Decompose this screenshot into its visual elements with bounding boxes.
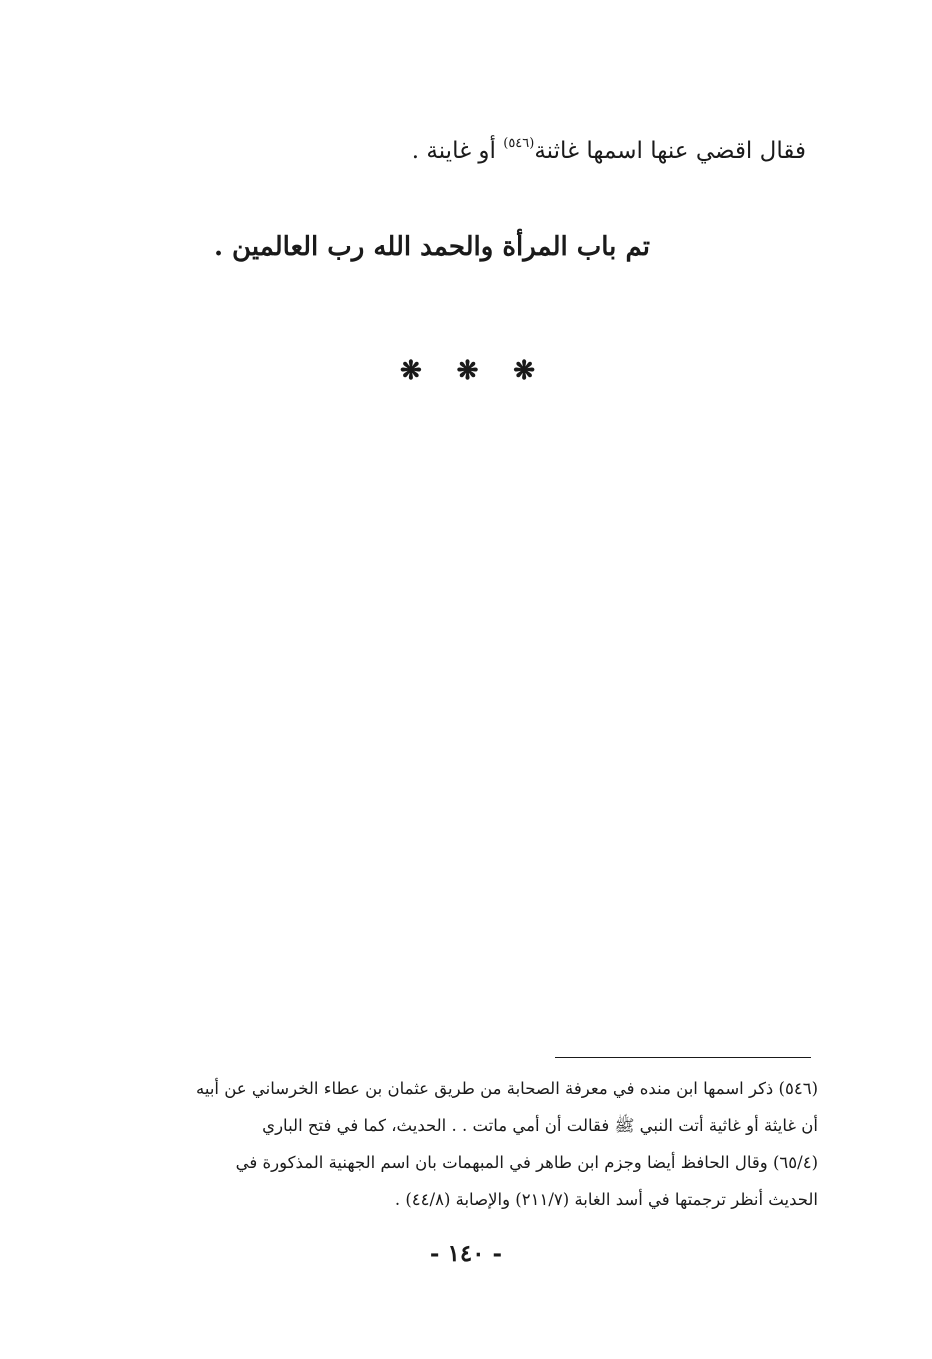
footnote: [132, 1070, 818, 1218]
footnote-reference: (٥٤٦): [503, 136, 535, 152]
footnote-line: الحديث أنظر ترجمتها في أسد الغابة (٢١١/٧) والإصابة (٤٤/٨) .: [394, 1190, 818, 1209]
footnote-line: (٦٥/٤) وقال الحافظ أيضا وجزم ابن طاهر في المبهمات بان اسم الجهنية المذكورة في: [235, 1153, 818, 1172]
separator-star-icon: ❋: [456, 356, 479, 386]
section-closing-line: تم باب المرأة والحمد الله رب العالمين .: [213, 232, 650, 262]
footnote-line: أن غايثة أو غاثية أتت النبي ﷺ فقالت أن أمي ماتت . . الحديث، كما في فتح الباري: [262, 1116, 818, 1135]
body-text-line: [412, 138, 806, 164]
separator-star-icon: ❋: [400, 356, 422, 386]
page-number: - ١٤٠ -: [429, 1240, 503, 1267]
body-text-continued: أو غاينة .: [411, 138, 504, 164]
footnote-divider: [555, 1057, 811, 1058]
footnote-line: (٥٤٦) ذكر اسمها ابن منده في معرفة الصحابة من طريق عثمان بن عطاء الخرساني عن أبيه: [196, 1079, 818, 1098]
body-text: فقال اقضي عنها اسمها غاثنة: [534, 138, 806, 164]
separator-star-icon: ❋: [513, 356, 535, 386]
section-separator: [400, 356, 535, 386]
